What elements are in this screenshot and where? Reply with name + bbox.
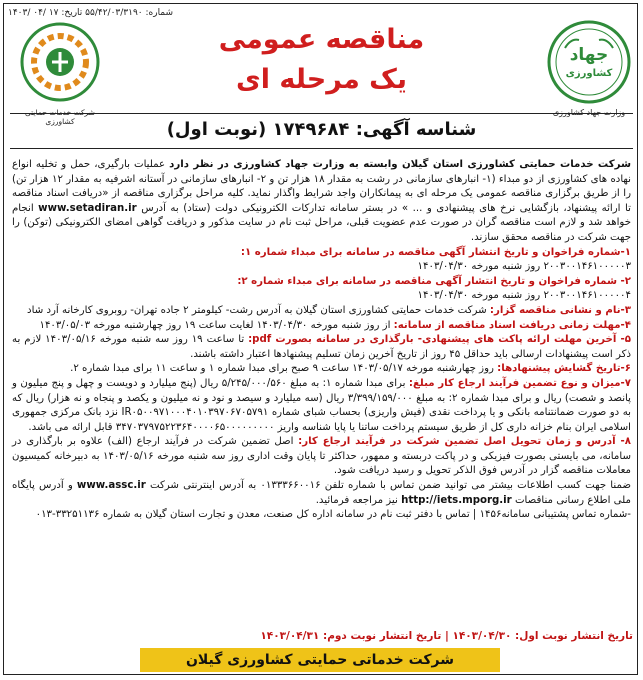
item-text: روز چهارشنبه مورخه ۱۴۰۳/۰۵/۱۷ ساعت ۹ صبح برای مبدا شماره ۱ و ساعت ۱۱ برای مبدا شماره ۲. — [70, 363, 498, 375]
intro-text-2: انجام خواهد شد و لازم است مناقصه گران در صورت عدم عضویت قبلی، مراحل ثبت نام در سایت مذکور و دریافت گواهی امضای الکترونیکی (توکن) را جهت شرکت در مناقصه محقق سازند. — [12, 202, 631, 243]
list-item — [12, 333, 631, 362]
list-item — [12, 362, 631, 377]
item-title: ۱-شماره فراخوان و تاریخ انتشار آگهی مناقصه در سامانه برای مبداء شماره ۱: — [240, 246, 631, 258]
intro-paragraph — [12, 158, 631, 246]
svg-text:جهاد: جهاد — [569, 45, 609, 65]
tender-subtitle: یک مرحله ای — [236, 64, 407, 95]
list-item — [12, 319, 631, 334]
item-text: برای مبدا شماره ۱: به مبلغ ۵/۲۴۵/۰۰۰/۵۶۰ ریال (پنج میلیارد و دویست و چهل و پنج میلیون و پانصد و شصت) ریال و برای مبدا شماره ۲: به مبلغ ۳/۳۹۹/۱۵۹/۰۰۰ ریال (سه میلیارد و سیصد و نود و نه میلیون و یکصد و پنجاه و نه هزار) ریال که به دو صورت ضمانتنامه بانکی و یا پرداخت نقدی (فیش واریزی) بحساب شبای شماره IR۰۵۰۰۹۷۱۰۰۰۴۰۱۰۳۹۷۰۶۷۰۵۷۹۱ نزد بانک مرکزی جمهوری اسلامی ایران بنام خزانه داری کل از طریق سیستم پرداخت ساتنا یا پایا شناسه واریز ۳۴۷۰۳۷۹۷۵۲۲۳۶۴۰۰۰۰۶۵۰۰۰۰۰۰۰۰۰ قابل ارائه می باشد. — [12, 377, 632, 433]
contact-paragraph — [12, 479, 631, 508]
assc-link[interactable]: www.assc.ir — [76, 480, 146, 492]
divider-bottom — [10, 148, 633, 149]
item-text: شرکت خدمات حمایتی کشاورزی استان گیلان به آدرس رشت- کیلومتر ۲ جاده تهران- روبروی کارخانه آرد شاد — [27, 304, 490, 316]
list-item — [12, 377, 631, 435]
item-title: ۶-تاریخ گشایش پیشنهادها: — [497, 363, 631, 375]
divider-top — [10, 113, 633, 114]
item-title: ۳-نام و نشانی مناقصه گزار: — [489, 304, 631, 316]
item-text: از روز شنبه مورخه ۱۴۰۳/۰۴/۳۰ لغایت ساعت ۱۹ روز چهارشنبه مورخه ۱۴۰۳/۰۵/۰۳ — [39, 319, 394, 331]
reference-number: شماره: ۵۵/۴۲/۰۳/۳۱۹۰ تاریخ: ۱۷ /۰۴ /۱۴۰۳ — [8, 8, 174, 18]
item-text: ۲۰۰۳۰۰۱۴۶۱۰۰۰۰۰۳ روز شنبه مورخه ۱۴۰۳/۰۴/۳۰ — [417, 261, 631, 273]
intro-bold: شرکت خدمات حمایتی کشاورزی استان گیلان وابسته به وزارت جهاد کشاورزی در نظر دارد — [169, 159, 631, 170]
ad-identifier: شناسه آگهی: ۱۷۴۹۶۸۴ (نوبت اول) — [166, 119, 477, 140]
svg-text:کشاورزی: کشاورزی — [565, 68, 613, 79]
iets-link[interactable]: http://iets.mporg.ir — [401, 494, 512, 506]
list-item — [12, 246, 631, 275]
ministry-label: وزارت جهاد کشاورزی — [552, 108, 626, 117]
item-title: ۸- آدرس و زمان تحویل اصل تضمین شرکت در فرآیند ارجاع کار: — [298, 436, 631, 448]
contact-text-2: و آدرس پایگاه ملی اطلاع رسانی مناقصات — [12, 480, 631, 506]
intro-text-1: عملیات بارگیری، حمل و تخلیه انواع نهاده های کشاورزی از دو مبداء (۱- انبارهای سازمانی در رشت به مقدار ۱۸ هزار تن و ۲- انبارهای سازمانی در آستانه اشرفیه به مقدار ۱۲ هزار تن) را از طریق برگزاری مناقصه عمومی یک مرحله ای به پیمانکاران واجد شرایط واگذار نماید. کلیه مراحل برگزاری مناقصه از «دریافت اسناد مناقصه تا ارائه پیشنهاد، بازگشایی نرخ های پیشنهادی و ... » در بستر سامانه تدارکات الکترونیکی دولت (ستاد) به آدرس — [12, 159, 631, 214]
item-text: تا ساعت ۱۹ روز سه شنبه مورخه ۱۴۰۳/۰۵/۱۶ لازم به ذکر است پیشنهادات ارسالی باید حداقل ۴۵ روز از تاریخ آخرین زمان تسلیم پیشنهادها اعتبار داشته باشند. — [12, 334, 631, 360]
setad-link[interactable]: www.setadiran.ir — [38, 202, 137, 214]
list-item — [12, 435, 631, 479]
item-title: ۲- شماره فراخوان و تاریخ انتشار آگهی مناقصه در سامانه برای مبداء شماره ۲: — [237, 275, 631, 287]
list-item — [12, 275, 631, 304]
publication-dates: تاریخ انتشار نوبت اول: ۱۴۰۳/۰۴/۳۰ | تاریخ انتشار نوبت دوم: ۱۴۰۳/۰۴/۳۱ — [260, 630, 633, 642]
company-logo-label: شرکت خدمات حمایتی کشاورزی — [25, 108, 95, 126]
item-title: ۵- آخرین مهلت ارائه پاکت های پیشنهادی- بارگذاری در سامانه بصورت pdf: — [248, 334, 631, 346]
notice-body — [12, 158, 631, 523]
company-footer: شرکت خدماتی حمایتی کشاورزی گیلان — [140, 648, 500, 672]
support-line: -شماره تماس پشتیبانی سامانه۱۴۵۶ | تماس با دفتر ثبت نام در سامانه اداره کل صنعت، معدن و تجارت استان گیلان به شماره ۳۳۲۵۱۱۳۶-۰۱۳ — [35, 509, 631, 521]
contact-text-3: نیز مراجعه فرمائید. — [315, 494, 402, 506]
list-item — [12, 304, 631, 319]
contact-text-1: ضمنا جهت کسب اطلاعات بیشتر می توانید ضمن تماس با شماره تلفن ۰۱۳۳۳۶۶۰۰۱۶ به آدرس اینترنتی شرکت — [145, 480, 632, 492]
tender-title: مناقصه عمومی — [218, 24, 425, 55]
item-text: اصل تضمین شرکت در فرآیند ارجاع (الف) علاوه بر بارگذاری در سامانه، می بایستی بصورت فیزیکی و در پاکت دربسته و ممهور، حداکثر تا پایان وقت اداری روز سه شنبه مورخه ۱۴۰۳/۰۵/۱۶ به دبیرخانه کمیسیون معاملات مناقصه گزار در آدرس فوق الذکر تحویل و رسید دریافت شود. — [12, 436, 631, 477]
item-title: ۴-مهلت زمانی دریافت اسناد مناقصه از سامانه: — [393, 319, 631, 331]
item-text: ۲۰۰۳۰۰۱۴۶۱۰۰۰۰۰۴ روز شنبه مورخه ۱۴۰۳/۰۴/۳۰ — [417, 290, 631, 302]
item-title: ۷-میزان و نوع تضمین فرآیند ارجاع کار مبلغ: — [408, 377, 631, 389]
